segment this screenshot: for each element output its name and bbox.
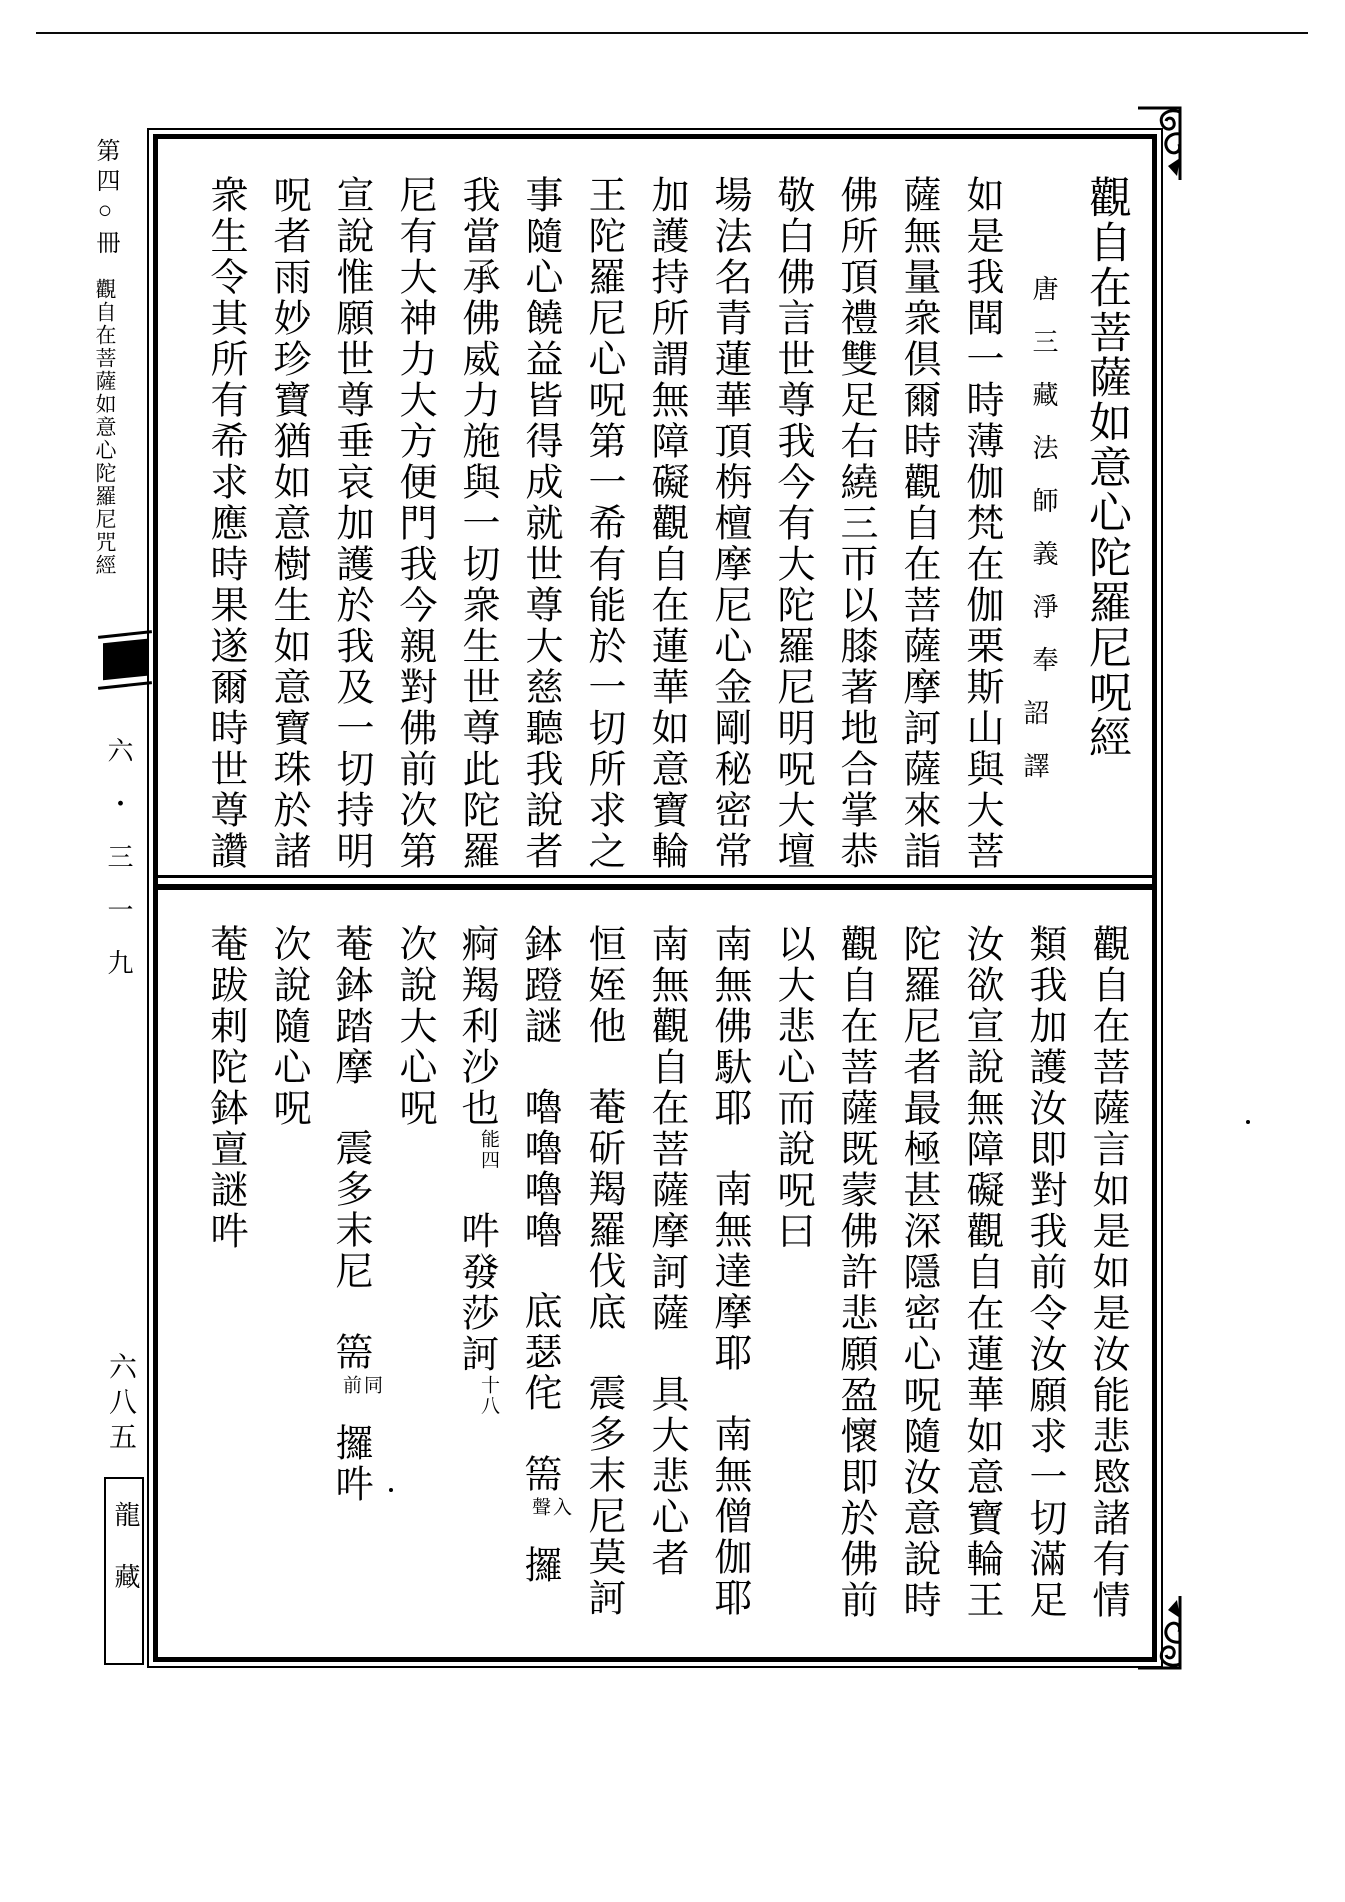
canon-label: 龍藏 [111, 1501, 140, 1625]
text-column: 觀自在菩薩既蒙佛許悲願盈懷即於佛前 [834, 924, 876, 1621]
top-margin-rule [36, 32, 1308, 34]
text-column: 場法名青蓮華頂栴檀摩尼心金剛秘密常 [708, 175, 750, 872]
translator-column [1012, 139, 1075, 875]
dharani-column: 鉢蹬謎嚕嚕嚕嚕底瑟侘篅 入 聲 攞 [518, 924, 571, 1586]
text-column: 陀羅尼者最極甚深隱密心呪隨汝意說時 [897, 924, 939, 1621]
margin-sutra-title: 觀自在菩薩如意心陀羅尼咒經 [93, 278, 117, 577]
text-column: 事隨心饒益皆得成就世尊大慈聽我說者 [519, 175, 561, 872]
homage-column: 南無觀自在菩薩摩訶薩具大悲心者 [645, 924, 687, 1579]
sutra-frame [147, 128, 1163, 1668]
text-column: 汝欲宣說無障礙觀自在蓮華如意寶輪王 [960, 924, 1002, 1621]
text-column: 觀自在菩薩言如是如是汝能悲愍諸有情 [1086, 924, 1128, 1621]
text-column: 以大悲心而說呪曰 [771, 924, 813, 1252]
homage-column: 南無佛馱耶南無達摩耶南無僧伽耶 [708, 924, 750, 1619]
dharani-column: 菴跋剌陀鉢亶謎吽 [204, 924, 246, 1252]
text-column: 薩無量衆倶爾時觀自在菩薩摩訶薩來詣 [897, 175, 939, 872]
translator-name: 唐三藏法師義淨奉 [1029, 275, 1058, 699]
text-column: 如是我聞一時薄伽梵在伽栗斯山與大菩 [960, 175, 1002, 872]
scan-speck [1246, 1120, 1250, 1124]
dharani-column: 菴鉢踏摩震多末尼篅 同 前 攞吽 [329, 924, 382, 1505]
lower-columns [158, 890, 1152, 1657]
corner-ornament-top-icon [1136, 104, 1188, 184]
canon-seal-box [104, 1477, 144, 1665]
text-column: 我當承佛威力施與一切衆生世尊此陀羅 [456, 175, 498, 872]
text-column: 衆生令其所有希求應時果遂爾時世尊讚 [204, 175, 246, 872]
upper-columns [158, 139, 1152, 875]
corner-ornament-bottom-icon [1136, 1592, 1188, 1672]
text-column: 呪者雨妙珍寶猶如意樹生如意寶珠於諸 [267, 175, 309, 872]
divider-rule [158, 875, 1152, 890]
section-heading-column: 次說隨心呪 [267, 924, 309, 1129]
translator-imperial-note: 詔譯 [1020, 699, 1049, 805]
dharani-column: 恒姪他菴斫羯羅伐底震多末尼莫訶 [582, 924, 624, 1619]
page-locator: 六・三一九 [104, 737, 133, 1002]
lower-text-block [158, 890, 1152, 1657]
section-heading-column: 次說大心呪 [393, 924, 435, 1129]
text-column: 宣說惟願世尊垂哀加護於我及一切持明 [330, 175, 372, 872]
text-column: 佛所頂禮雙足右繞三帀以膝著地合掌恭 [834, 175, 876, 872]
text-column: 王陀羅尼心呪第一希有能於一切所求之 [582, 175, 624, 872]
scan-speck [389, 1488, 393, 1492]
folio-tab [103, 639, 147, 681]
page-number: 六八五 [105, 1352, 136, 1457]
sutra-frame-inner-border [153, 134, 1157, 1662]
text-column: 類我加護汝即對我前令汝願求一切滿足 [1023, 924, 1065, 1621]
dharani-column: 痾羯利沙也能四吽發莎訶十八 [455, 924, 499, 1417]
upper-text-block [158, 139, 1152, 875]
sutra-title-column: 觀自在菩薩如意心陀羅尼呪經 [1083, 175, 1130, 760]
text-column: 敬白佛言世尊我今有大陀羅尼明呪大壇 [771, 175, 813, 872]
text-column: 加護持所謂無障礙觀自在蓮華如意寶輪 [645, 175, 687, 872]
text-column: 尼有大神力大方便門我今親對佛前次第 [393, 175, 435, 872]
volume-number: 第四○冊 [92, 138, 118, 260]
